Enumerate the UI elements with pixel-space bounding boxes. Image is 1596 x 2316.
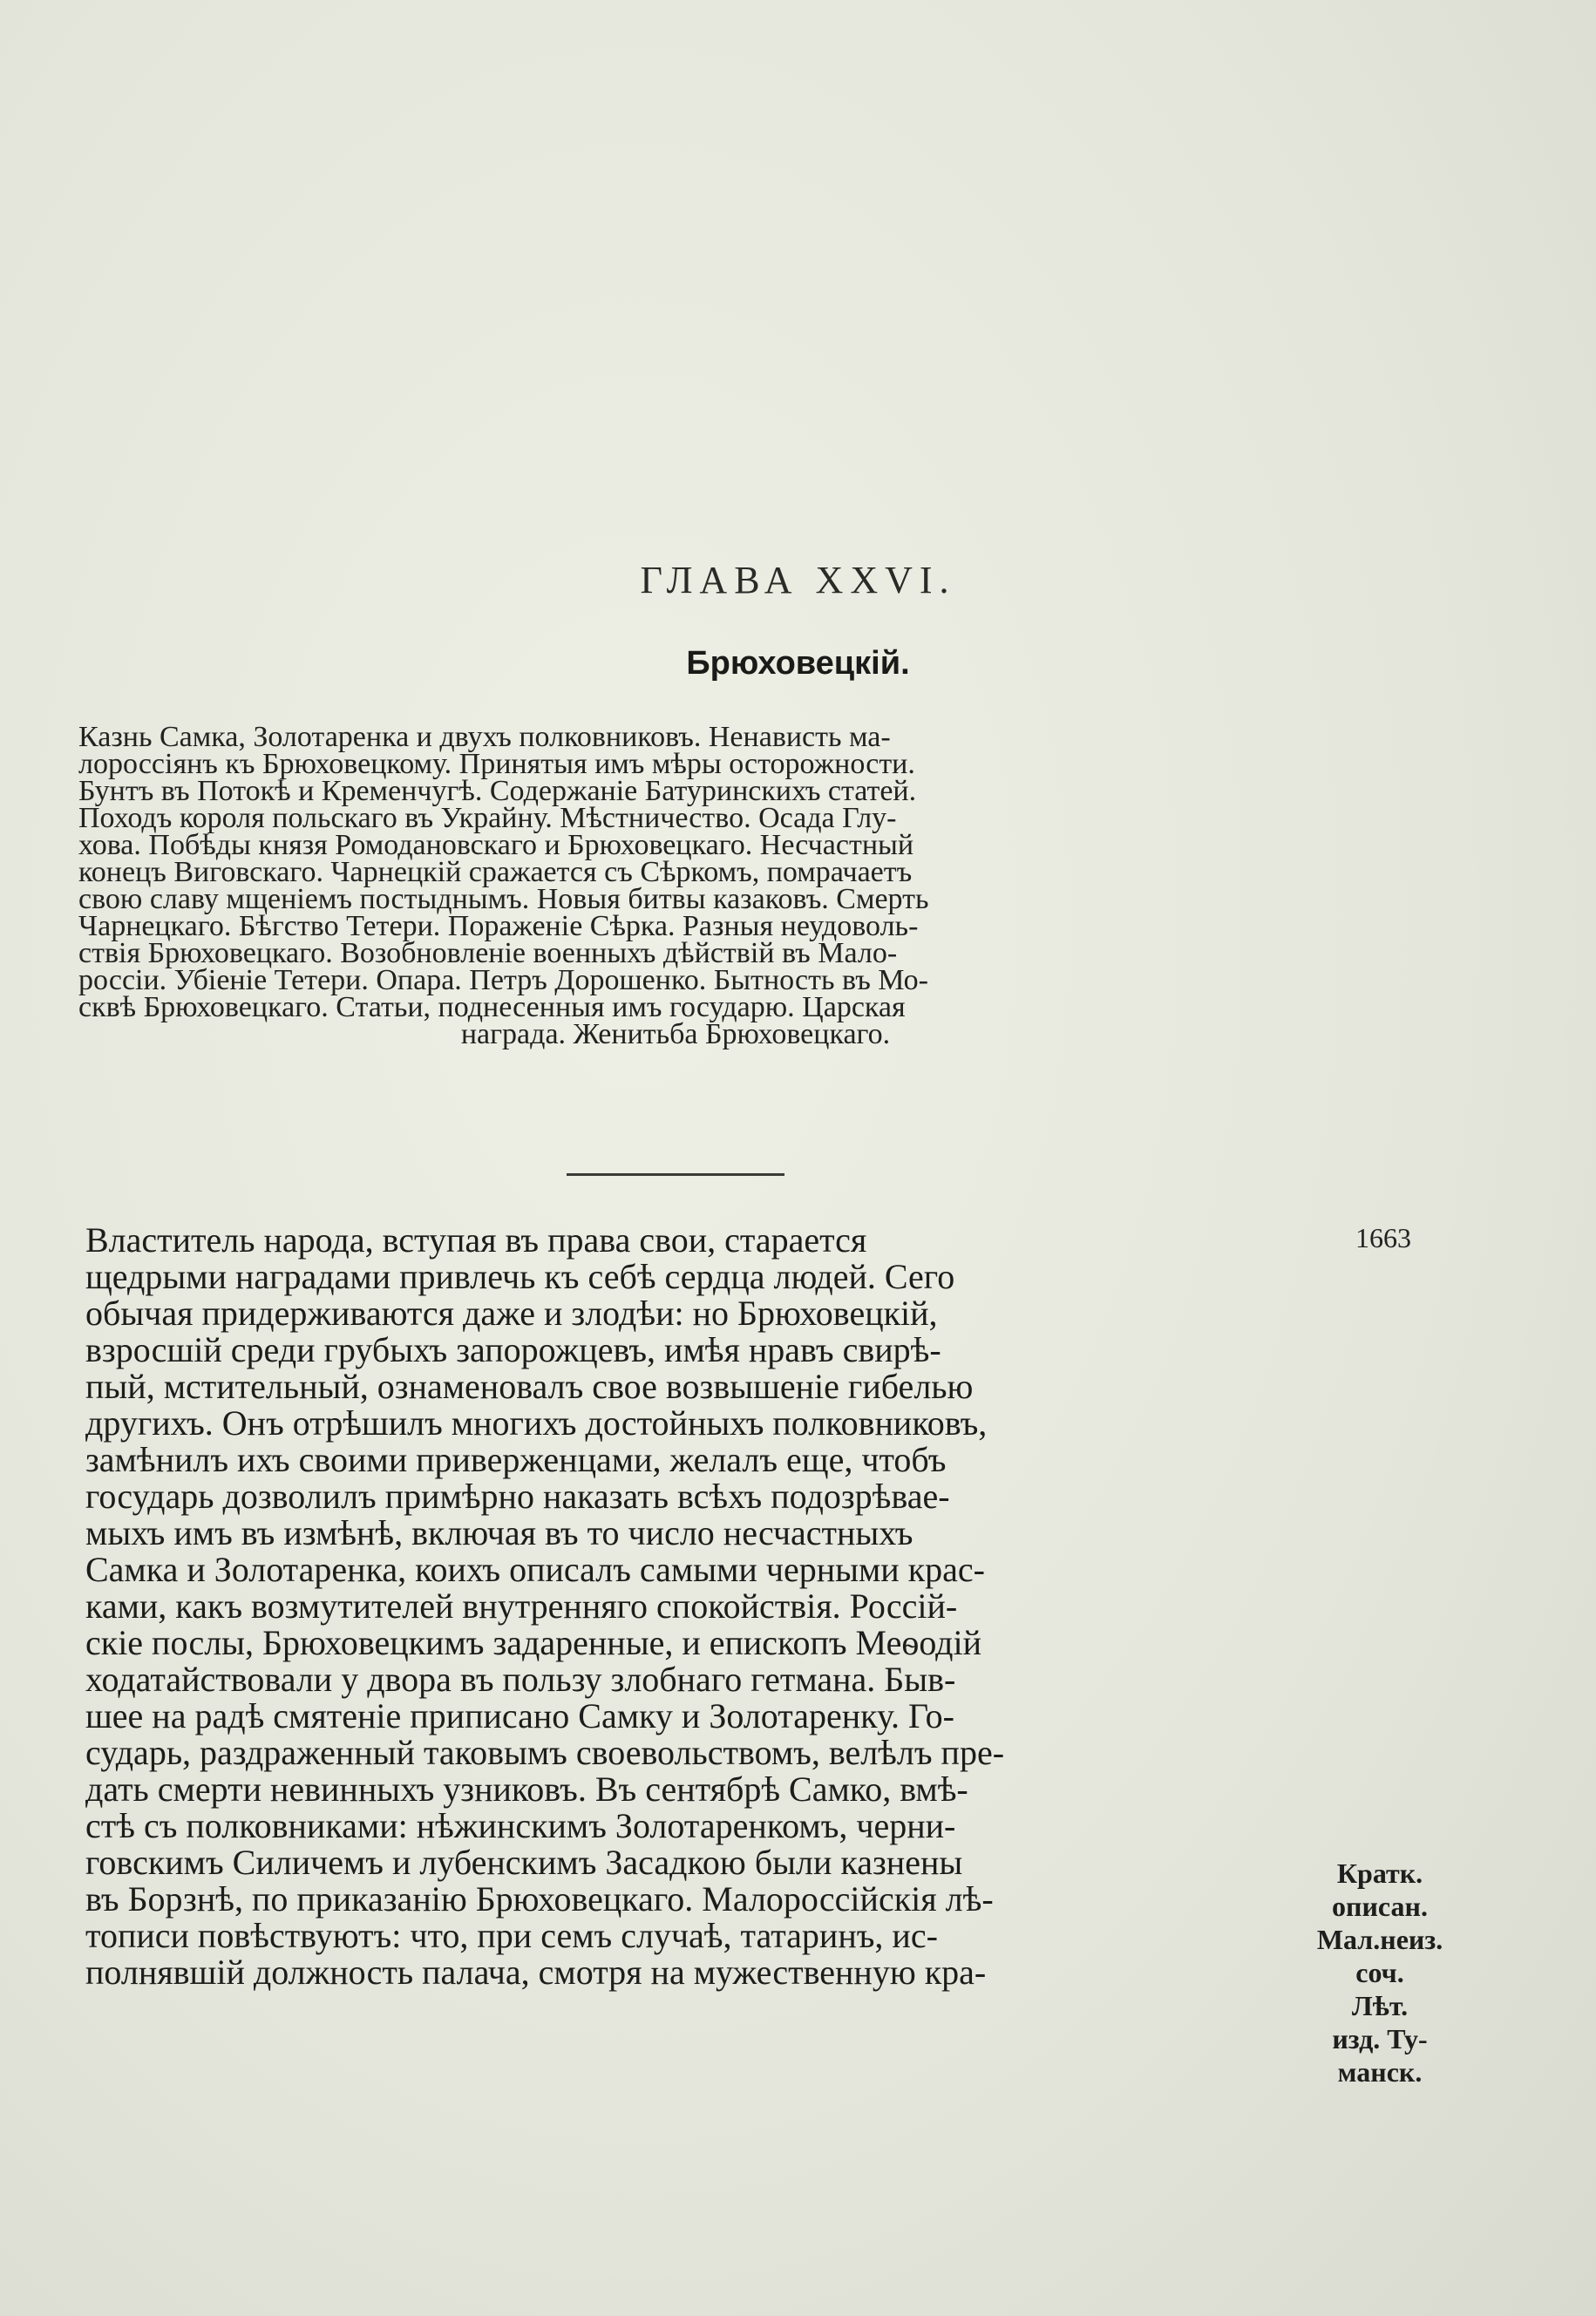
summary-line: лороссіянъ къ Брюховецкому. Принятыя имъ мѣры осторожности. (78, 748, 915, 780)
text-line: мыхъ имъ въ измѣнѣ, включая въ то число несчастныхъ (85, 1513, 913, 1552)
summary-line: свою славу мщеніемъ постыднымъ. Новыя битвы казаковъ. Смерть (78, 883, 929, 915)
summary-line: Казнь Самка, Золотаренка и двухъ полковниковъ. Ненависть ма- (78, 721, 891, 753)
summary-line: Чарнецкаго. Бѣгство Тетери. Пораженіе Сѣрка. Разныя неудоволь- (78, 910, 919, 942)
text-line: замѣнилъ ихъ своими приверженцами, желалъ еще, чтобъ (85, 1440, 947, 1479)
text-line: взросшій среди грубыхъ запорожцевъ, имѣя нравъ свирѣ- (85, 1330, 941, 1369)
text-line: щедрыми наградами привлечь къ себѣ сердца людей. Сего (85, 1257, 955, 1296)
summary-line: сквѣ Брюховецкаго. Статьи, поднесенныя имъ государю. Царская (78, 991, 906, 1023)
summary-line: хова. Побѣды князя Ромодановскаго и Брюховецкаго. Несчастный (78, 829, 914, 861)
text-line: дать смерти невинныхъ узниковъ. Въ сентябрѣ Самко, вмѣ- (85, 1769, 968, 1809)
body-text (85, 1222, 1288, 1991)
summary-line: конецъ Виговскаго. Чарнецкій сражается съ Сѣркомъ, помрачаетъ (78, 856, 913, 888)
margin-note-line: изд. Ту- (1332, 2023, 1428, 2055)
summary-line: Бунтъ въ Потокѣ и Кременчугѣ. Содержаніе Батуринскихъ статей. (78, 775, 917, 807)
margin-note-line: манск. (1337, 2056, 1423, 2088)
text-line: тописи повѣствуютъ: что, при семъ случаѣ, татаринъ, ис- (85, 1916, 938, 1955)
chapter-title: Брюховецкій. (686, 645, 910, 682)
text-line: въ Борзнѣ, по приказанію Брюховецкаго. Малороссійскія лѣ- (85, 1879, 994, 1919)
summary-line: россіи. Убіеніе Тетери. Опара. Петръ Дорошенко. Бытность въ Мо- (78, 964, 928, 996)
text-line: пый, мстительный, ознаменовалъ свое возвышеніе гибелью (85, 1367, 974, 1406)
text-line: другихъ. Онъ отрѣшилъ многихъ достойныхъ полковниковъ, (85, 1403, 988, 1443)
text-line: говскимъ Силичемъ и лубенскимъ Засадкою были казнены (85, 1843, 963, 1882)
text-line: полнявшій должность палача, смотря на мужественную кра- (85, 1953, 987, 1992)
text-line: стѣ съ полковниками: нѣжинскимъ Золотаренкомъ, черни- (85, 1806, 956, 1845)
section-divider (567, 1173, 784, 1176)
margin-note (1288, 1857, 1471, 2088)
text-line: обычая придерживаются даже и злодѣи: но Брюховецкій, (85, 1294, 938, 1333)
margin-note-line: Лѣт. (1351, 1990, 1409, 2021)
margin-note-line: описан. (1332, 1891, 1428, 1922)
text-line: ходатайствовали у двора въ пользу злобнаго гетмана. Быв- (85, 1660, 956, 1699)
margin-note-line: соч. (1355, 1957, 1404, 1988)
text-line: ками, какъ возмутителей внутренняго спокойствія. Россій- (85, 1586, 958, 1626)
text-line: Властитель народа, вступая въ права свои, старается (85, 1220, 867, 1260)
chapter-heading: ГЛАВА XXVI. (640, 559, 956, 601)
summary-line: ствія Брюховецкаго. Возобновленіе военныхъ дѣйствій въ Мало- (78, 937, 898, 969)
summary-last-line: награда. Женитьба Брюховецкаго. (460, 1018, 891, 1050)
chapter-summary (78, 723, 1273, 1048)
text-line: шее на радѣ смятеніе приписано Самку и Золотаренку. Го- (85, 1696, 954, 1735)
margin-note-line: Кратк. (1336, 1858, 1423, 1889)
text-line: сударь, раздраженный таковымъ своевольствомъ, велѣлъ пре- (85, 1733, 1005, 1772)
summary-line: Походъ короля польскаго въ Украйну. Мѣстничество. Осада Глу- (78, 802, 897, 834)
margin-year: 1663 (1355, 1222, 1411, 1253)
text-line: Самка и Золотаренка, коихъ описалъ самыми черными крас- (85, 1550, 985, 1589)
margin-note-line: Мал.неиз. (1316, 1924, 1443, 1955)
text-line: скіе послы, Брюховецкимъ задаренные, и епископъ Меѳодій (85, 1623, 982, 1662)
text-line: государь дозволилъ примѣрно наказать всѣхъ подозрѣвае- (85, 1477, 950, 1516)
